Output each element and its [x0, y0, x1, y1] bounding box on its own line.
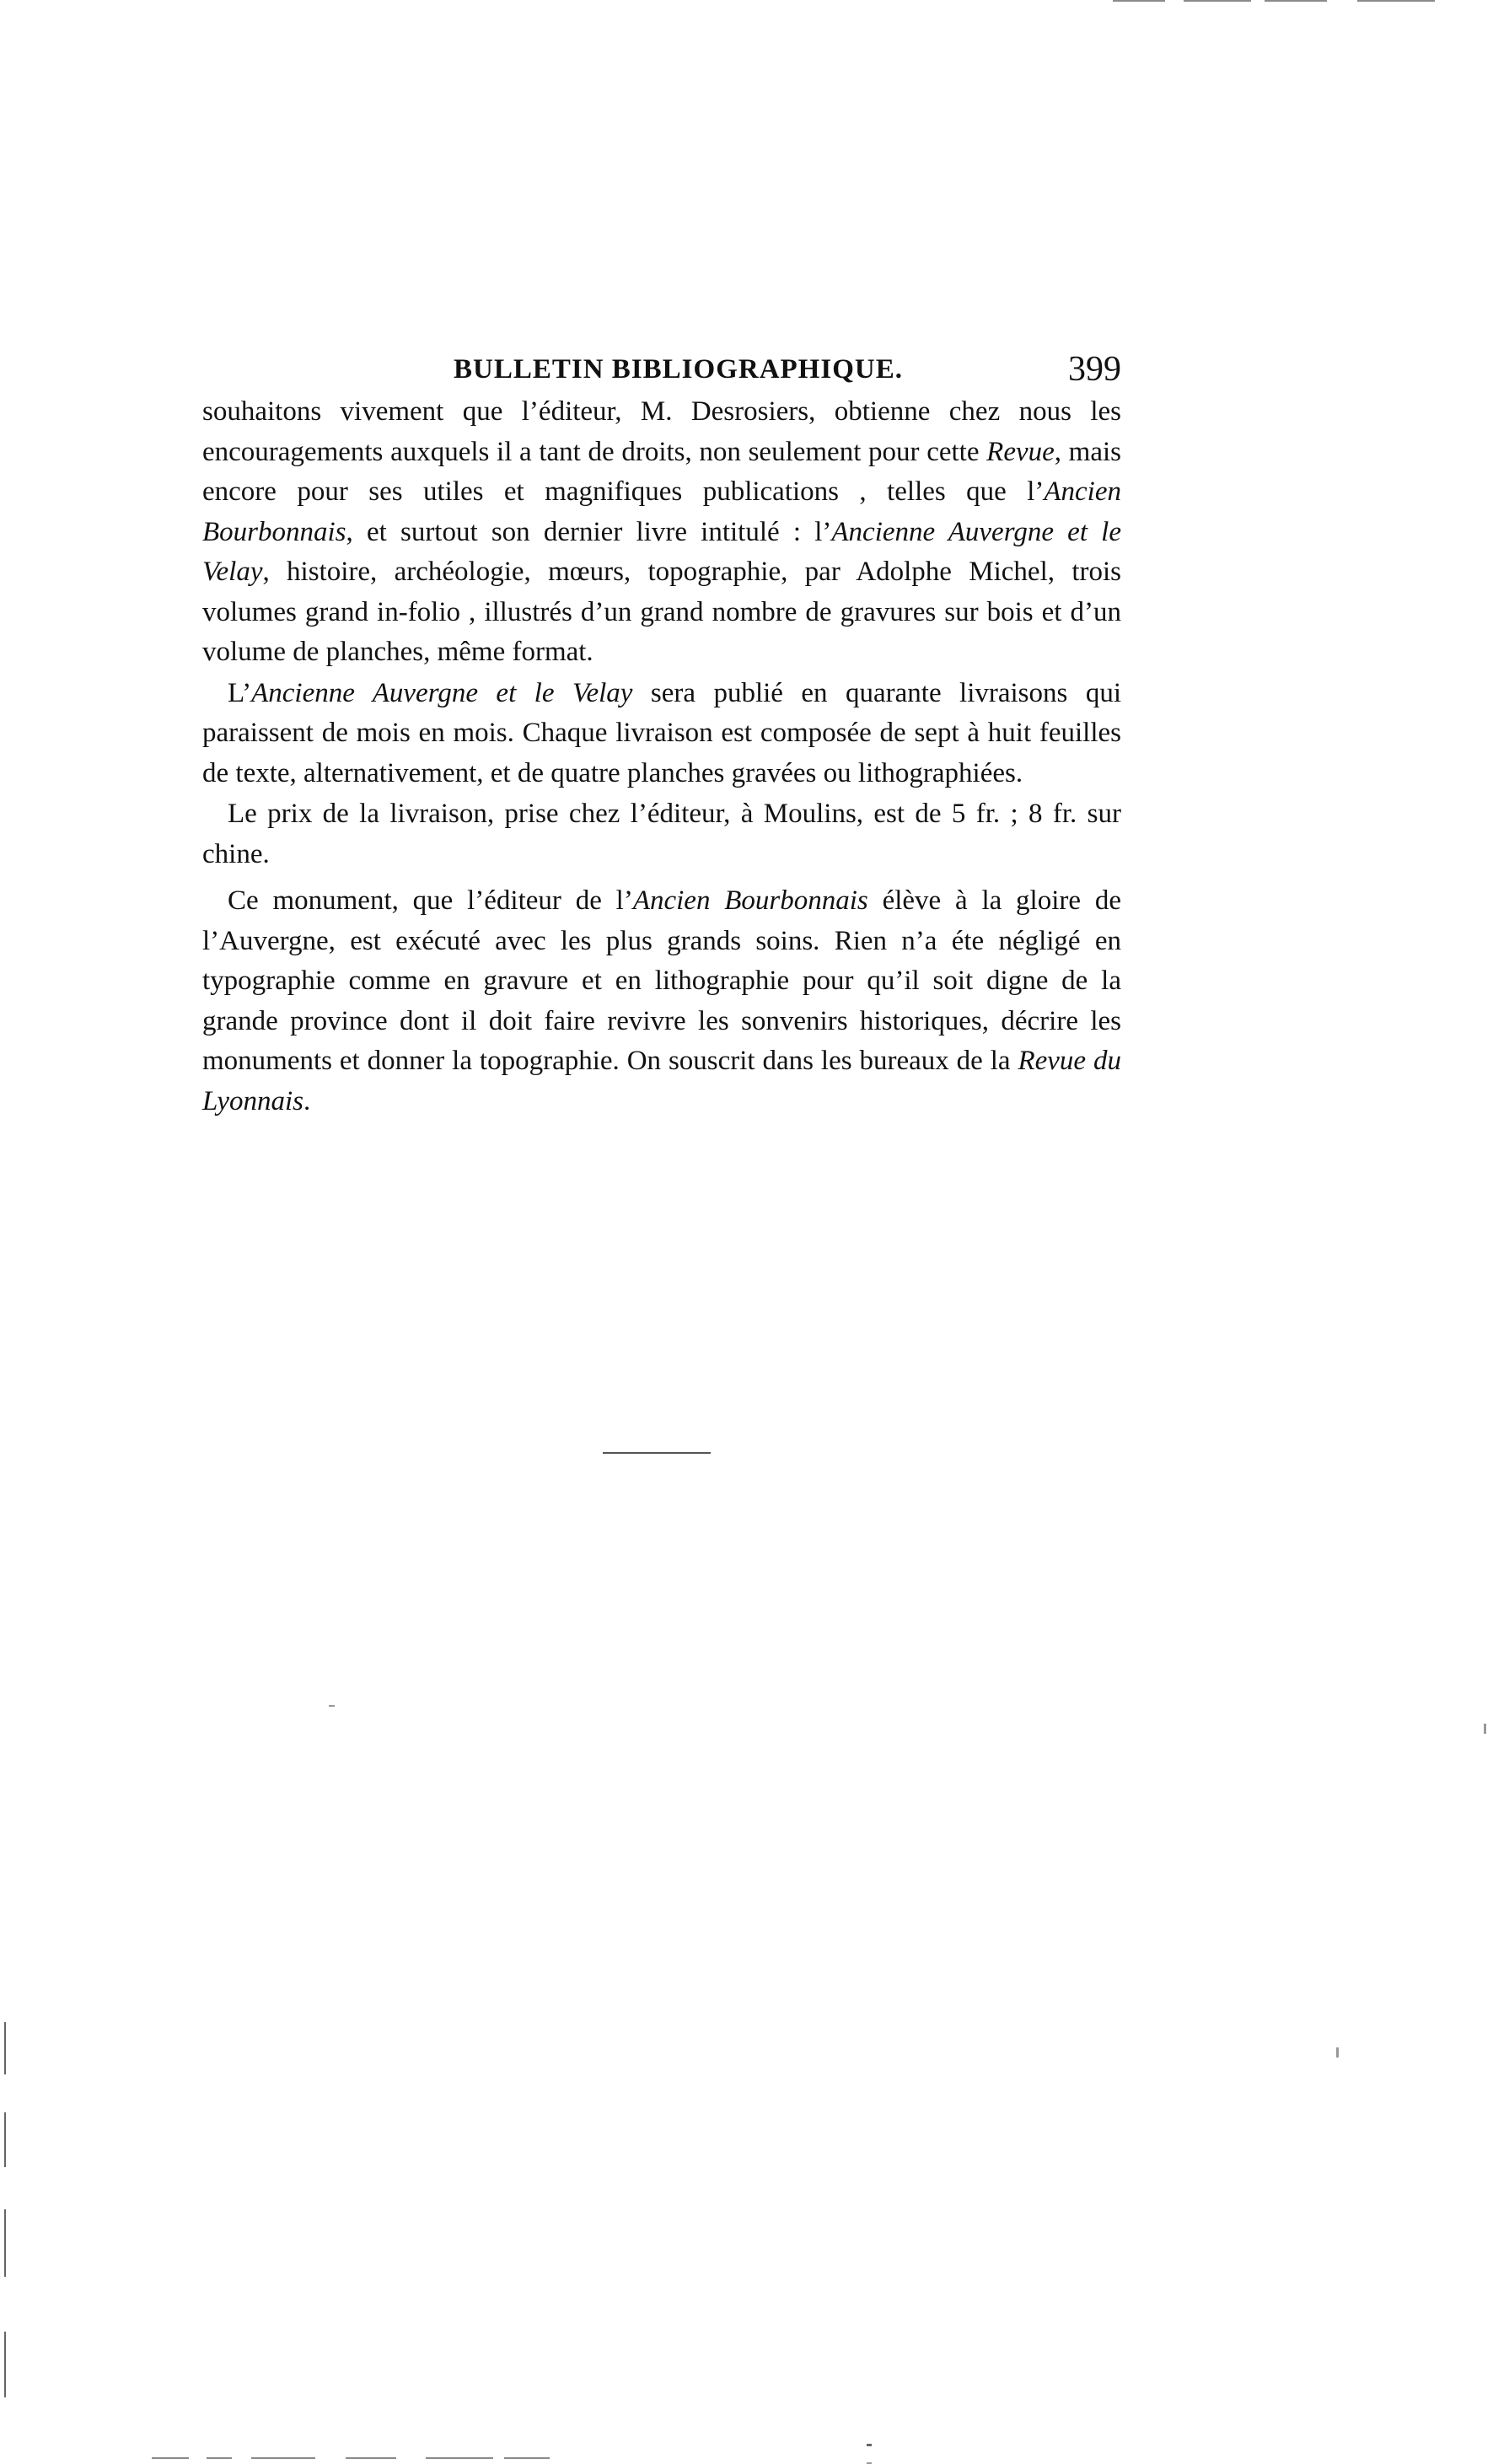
paragraph-monument [202, 881, 1121, 1122]
scan-artifact [1113, 0, 1165, 2]
scan-artifact [1265, 0, 1327, 2]
scan-artifact [346, 2457, 396, 2459]
bibliographic-text-block [202, 392, 1121, 1122]
paragraph-text: sera publié en quarante livraisons qui paraissent de mois en mois. Chaque livraison est composée de sept à huit feuilles de texte, alternativement, et de quatre planches gravées ou lithographiées. [202, 677, 1121, 788]
scan-artifact [152, 2457, 189, 2459]
scan-speck [329, 1705, 335, 1707]
paragraph-publisher-note [202, 392, 1121, 673]
italic-title-ancienne-auvergne: Ancienne Auvergne et le Velay [251, 677, 633, 708]
italic-title-revue-du-lyonnais: Revue du Lyonnais [202, 1046, 1121, 1116]
paragraph-text: L’ [228, 677, 252, 708]
page-number: 399 [1068, 350, 1121, 389]
scan-artifact [251, 2457, 315, 2459]
italic-title-ancien-bourbonnais: Ancien Bourbonnais [632, 885, 868, 916]
running-title: BULLETIN BIBLIOGRAPHIQUE. [454, 354, 903, 385]
italic-title-ancienne-auvergne: Ancienne Auvergne et le Velay [202, 516, 1121, 587]
scan-speck [867, 2444, 872, 2446]
paragraph-text: , et surtout son dernier livre intitulé : l’ [346, 516, 832, 547]
paragraph-text: . [303, 1085, 311, 1116]
paragraph-text: élève à la gloire de l’Auvergne, est exécuté avec les plus grands soins. Rien n’a éte négligé en typographie comme en gravure et en lithographie pour qu’il soit digne de la grande province dont il doit faire revivre les sonvenirs historiques, décrire les monuments et donner la topographie. On souscrit dans les bureaux de la [202, 885, 1121, 1076]
paragraph-text: , mais encore pour ses utiles et magnifiques publications , telles que l’ [202, 436, 1122, 507]
scan-artifact [4, 2022, 6, 2074]
scan-artifact [504, 2457, 550, 2459]
paragraph-text: , histoire, archéologie, mœurs, topographie, par Adolphe Michel, trois volumes grand in-folio , illustrés d’un grand nombre de gravures sur bois et d’un volume de planches, même format. [202, 557, 1121, 667]
italic-title-ancien-bourbonnais: Ancien Bourbonnais [202, 476, 1121, 547]
scan-artifact [1184, 0, 1251, 2]
section-separator-line [603, 1452, 711, 1454]
paragraph-text: Ce monument, que l’éditeur de l’ [228, 885, 633, 916]
paragraph-publication-schedule [202, 674, 1121, 794]
scan-artifact [4, 2112, 6, 2167]
italic-title-revue: Revue [986, 436, 1055, 467]
scan-speck [1336, 2047, 1339, 2058]
paragraph-text: souhaitons vivement que l’éditeur, M. Desrosiers, obtienne chez nous les encouragements auxquels il a tant de droits, non seulement pour cette [202, 396, 1121, 467]
scan-artifact [1357, 0, 1435, 2]
scan-artifact [4, 2209, 6, 2277]
scan-speck [1484, 1724, 1486, 1734]
paragraph-price: Le prix de la livraison, prise chez l’éditeur, à Moulins, est de 5 fr. ; 8 fr. sur chine. [202, 799, 1121, 869]
scan-artifact [426, 2457, 493, 2459]
scan-artifact [4, 2332, 6, 2397]
scan-artifact [207, 2457, 232, 2459]
